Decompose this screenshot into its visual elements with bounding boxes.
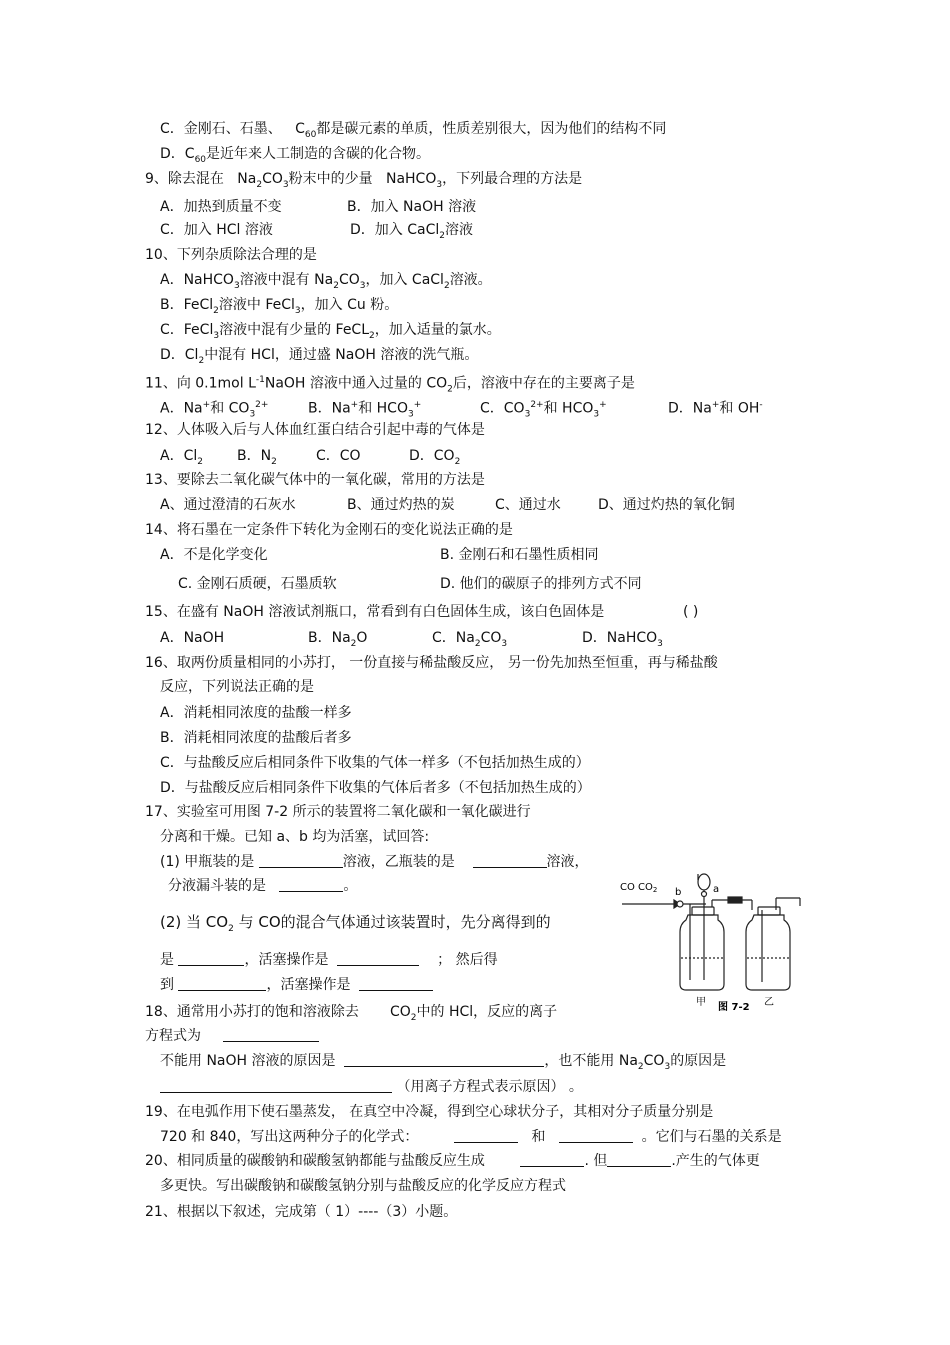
q9-stem: 9、除去混在 $Na_2CO_3$粉末中的少量 NaHCO$_3$，下列最合理的方法是: [145, 171, 583, 190]
q13-stem: 13、要除去二氧化碳气体中的一氧化碳，常用的方法是: [145, 472, 485, 488]
answer-blank[interactable]: [607, 1153, 671, 1167]
q12-option-d: D．$CO_2$: [409, 448, 461, 467]
q18-stem: 18、通常用小苏打的饱和溶液除去 $CO_2$中的 HCl，反应的离子: [145, 1004, 558, 1023]
q12-option-c: C．CO: [316, 448, 361, 464]
figure-bottle-1-label: 甲: [696, 997, 706, 1008]
figure-caption: 图 7-2: [718, 1002, 750, 1013]
answer-blank[interactable]: [559, 1129, 633, 1143]
q18-line3: 不能用 NaOH 溶液的原因是 ，也不能用 $Na_2CO_3$的原因是: [160, 1053, 727, 1072]
q11-option-d: D．Na+和 OH-: [668, 400, 763, 417]
q11-option-b: B．Na+和 $HCO_3^+$: [308, 400, 422, 420]
q15-option-b: B．$Na_2O$: [308, 630, 368, 649]
q11-option-c: C．$CO_3^{2+}$和 $HCO_3^+$: [480, 400, 607, 420]
q17-part2-line2: 是 ，活塞操作是 ； 然后得: [160, 952, 498, 968]
q8-option-d: D．$C_{60}$是近年来人工制造的含碳的化合物。: [160, 146, 431, 165]
q19-line2: 720 和 840，写出这两种分子的化学式： 和 。它们与石墨的关系是: [160, 1129, 782, 1145]
q11-stem: 11、向 0.1mol $L^{-1}NaOH$ 溶液中通入过量的 $CO_2$后，溶液中存在的主要离子是: [145, 375, 635, 395]
q9-option-a: A．加热到质量不变: [160, 199, 282, 215]
answer-blank[interactable]: [337, 952, 419, 966]
q15-stem: 15、在盛有 NaOH 溶液试剂瓶口，常看到有白色固体生成，该白色固体是: [145, 604, 605, 620]
q16-stem-line2: 反应，下列说法正确的是: [160, 679, 314, 695]
q21-stem: 21、根据以下叙述，完成第（ 1）----（3）小题。: [145, 1204, 458, 1220]
q12-option-a: A．$Cl_2$: [160, 448, 203, 467]
answer-blank[interactable]: [160, 1079, 392, 1093]
answer-blank[interactable]: [454, 1129, 518, 1143]
answer-blank[interactable]: [473, 854, 547, 868]
apparatus-figure: [618, 860, 808, 1020]
answer-blank[interactable]: [223, 1028, 319, 1042]
q17-part2: (2) 当 $CO_2$ 与 CO的混合气体通过该装置时，先分离得到的: [160, 913, 551, 934]
q8-option-c: C．金刚石、石墨、 $C_{60}$都是碳元素的单质，性质差别很大，因为他们的结构不同: [160, 121, 667, 140]
q13-option-a: A、通过澄清的石灰水: [160, 497, 296, 513]
q13-option-d: D、通过灼热的氧化铜: [598, 497, 735, 513]
q9-option-c: C．加入 HCl 溶液: [160, 222, 273, 238]
q19-stem: 19、在电弧作用下使石墨蒸发， 在真空中冷凝，得到空心球状分子，其相对分子质量分别是: [145, 1104, 714, 1120]
q20-line2: 多更快。写出碳酸钠和碳酸氢钠分别与盐酸反应的化学反应方程式: [160, 1178, 566, 1194]
q15-option-c: C．$Na_2CO_3$: [432, 630, 508, 649]
figure-bottle-2-label: 乙: [764, 997, 774, 1008]
q16-stem-line1: 16、取两份质量相同的小苏打， 一份直接与稀盐酸反应， 另一份先加热至恒重，再与稀盐酸: [145, 655, 718, 671]
q17-part1: (1) 甲瓶装的是 溶液，乙瓶装的是 溶液，: [160, 854, 589, 870]
answer-blank[interactable]: [178, 977, 266, 991]
q18-line2: 方程式为: [145, 1027, 319, 1045]
q10-stem: 10、下列杂质除法合理的是: [145, 247, 317, 263]
q12-stem: 12、人体吸入后与人体血红蛋白结合引起中毒的气体是: [145, 422, 485, 438]
figure-gas-label: CO $CO_2$: [620, 882, 658, 894]
answer-blank[interactable]: [344, 1053, 544, 1067]
q17-stem-line2: 分离和干燥。已知 a、b 均为活塞，试回答:: [160, 829, 430, 845]
q20-stem: 20、相同质量的碳酸钠和碳酸氢钠都能与盐酸反应生成 . 但 .产生的气体更: [145, 1153, 760, 1169]
q16-option-b: B．消耗相同浓度的盐酸后者多: [160, 730, 352, 746]
q17-part1-line2: 分液漏斗装的是 。: [168, 878, 358, 894]
q9-option-d: D．加入 CaCl$_2$溶液: [350, 222, 473, 241]
q18-line4: （用离子方程式表示原因） 。: [160, 1078, 583, 1096]
q12-option-b: B．$N_2$: [237, 448, 277, 467]
answer-blank[interactable]: [520, 1153, 584, 1167]
q10-option-b: B．FeCl$_2$溶液中 FeCl$_3$，加入 Cu 粉。: [160, 297, 399, 316]
q14-option-d: D. 他们的碳原子的排列方式不同: [440, 576, 642, 592]
q10-option-d: D．$Cl_2$中混有 HCl，通过盛 NaOH 溶液的洗气瓶。: [160, 347, 479, 366]
q15-answer-paren: ( ): [683, 604, 699, 620]
answer-blank[interactable]: [359, 977, 433, 991]
q14-option-a: A．不是化学变化: [160, 547, 268, 563]
q15-option-a: A．NaOH: [160, 630, 225, 646]
q10-option-c: C．FeCl$_3$溶液中混有少量的 FeCL$_2$，加入适量的氯水。: [160, 322, 501, 341]
answer-blank[interactable]: [279, 878, 343, 892]
q13-option-c: C、通过水: [495, 497, 561, 513]
figure-valve-a-label: a: [713, 884, 720, 895]
q17-stem-line1: 17、实验室可用图 7-2 所示的装置将二氧化碳和一氧化碳进行: [145, 804, 531, 820]
q17-part2-line3: 到 ，活塞操作是: [160, 976, 433, 994]
q11-option-a: A．Na+和 $CO_3^{2+}$: [160, 400, 269, 420]
q13-option-b: B、通过灼热的炭: [347, 497, 455, 513]
q9-option-b: B．加入 NaOH 溶液: [347, 199, 477, 215]
q16-option-a: A．消耗相同浓度的盐酸一样多: [160, 705, 352, 721]
q15-option-d: D．NaHCO$_3$: [582, 630, 663, 649]
answer-blank[interactable]: [259, 854, 343, 868]
q16-option-c: C．与盐酸反应后相同条件下收集的气体一样多（不包括加热生成的）: [160, 755, 590, 771]
q10-option-a: A．NaHCO$_3$溶液中混有 $Na_2CO_3$，加入 CaCl$_2$溶液。: [160, 272, 492, 291]
q16-option-d: D．与盐酸反应后相同条件下收集的气体后者多（不包括加热生成的）: [160, 780, 591, 796]
q14-option-b: B. 金刚石和石墨性质相同: [440, 547, 599, 563]
q14-option-c: C. 金刚石质硬，石墨质软: [178, 576, 337, 592]
q14-stem: 14、将石墨在一定条件下转化为金刚石的变化说法正确的是: [145, 522, 513, 538]
answer-blank[interactable]: [178, 952, 244, 966]
figure-valve-b-label: b: [675, 887, 682, 898]
